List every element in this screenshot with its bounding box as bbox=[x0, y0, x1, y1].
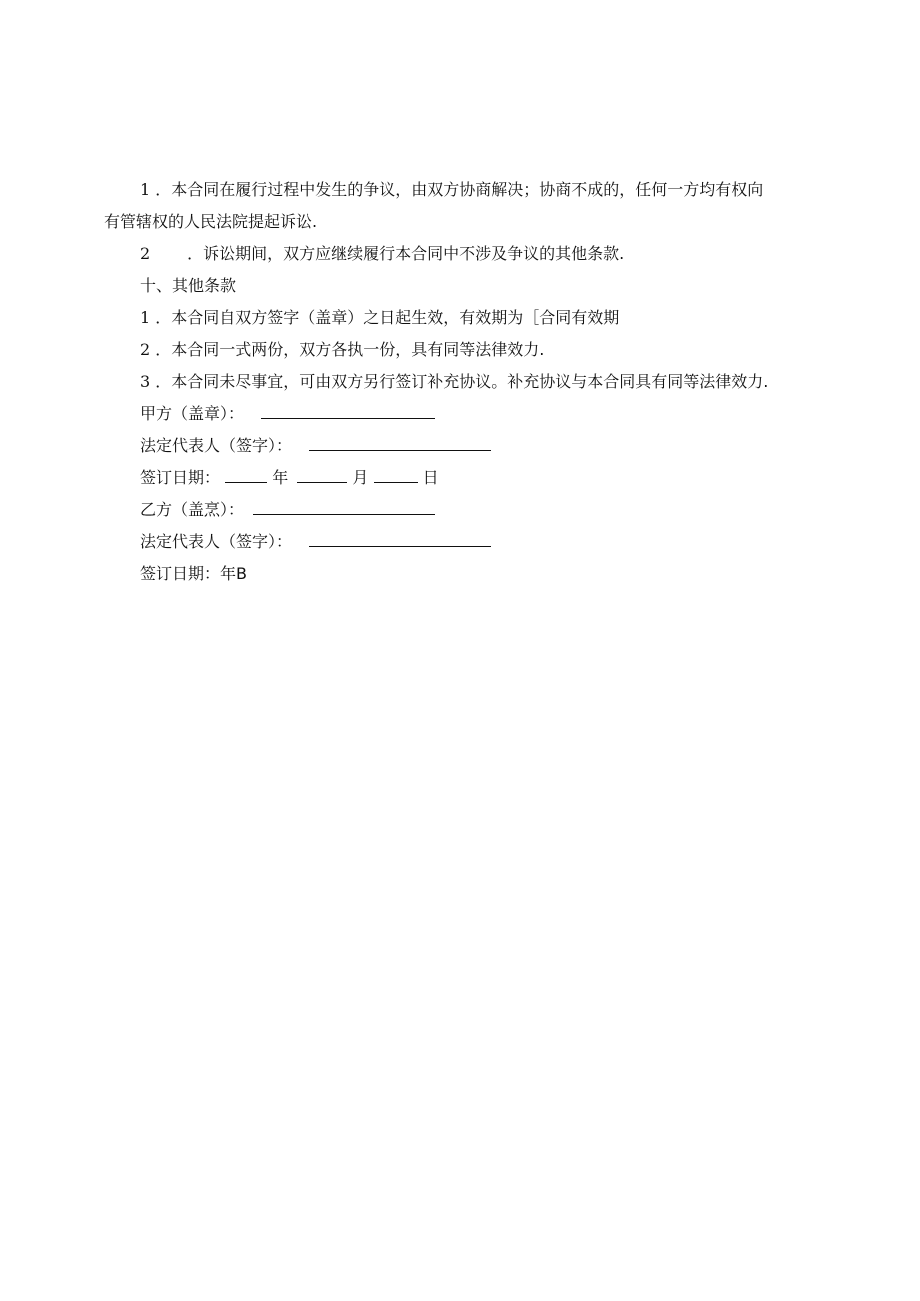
section-heading-other-clauses bbox=[140, 276, 852, 296]
section-heading: 十、其他条款 bbox=[140, 276, 237, 295]
item-text: ．诉讼期间，双方应继续履行本合同中不涉及争议的其他条款. bbox=[187, 244, 625, 263]
dispute-item-1-line-2 bbox=[104, 212, 816, 232]
party-a-seal-blank bbox=[261, 404, 435, 419]
party-a-seal-line bbox=[140, 404, 852, 424]
date-a-label: 签订日期： bbox=[140, 468, 221, 487]
day-blank bbox=[374, 468, 418, 483]
year-blank bbox=[225, 468, 267, 483]
item-text: ．本合同在履行过程中发生的争议，由双方协商解决；协商不成的，任何一方均有权向 bbox=[155, 180, 764, 199]
year-label: 年 bbox=[272, 468, 289, 487]
party-b-seal-blank bbox=[253, 500, 435, 515]
party-a-label: 甲方（盖章）： bbox=[140, 404, 245, 423]
day-label: 日 bbox=[422, 468, 439, 487]
rep-b-sign-blank bbox=[309, 532, 491, 547]
item-number: 2 bbox=[140, 244, 151, 263]
rep-b-label: 法定代表人（签字）： bbox=[140, 532, 293, 551]
month-blank bbox=[297, 468, 347, 483]
other-item-3 bbox=[140, 372, 820, 392]
item-text: ．本合同未尽事宜，可由双方另行签订补充协议。补充协议与本合同具有同等法律效力. bbox=[155, 372, 769, 391]
item-number: 1 bbox=[140, 180, 151, 199]
rep-a-sign-line bbox=[140, 436, 852, 456]
party-b-seal-line bbox=[140, 500, 852, 520]
item-text-continued: 有管辖权的人民法院提起诉讼. bbox=[104, 212, 318, 231]
party-b-label: 乙方（盖烹）： bbox=[140, 500, 245, 519]
date-a-line bbox=[140, 468, 852, 488]
dispute-item-1-line-1 bbox=[140, 180, 852, 200]
rep-b-sign-line bbox=[140, 532, 852, 552]
other-item-1 bbox=[140, 308, 852, 328]
month-label: 月 bbox=[352, 468, 369, 487]
date-b-text: 签订日期：年B bbox=[140, 564, 247, 583]
other-item-2 bbox=[140, 340, 852, 360]
rep-a-label: 法定代表人（签字）： bbox=[140, 436, 293, 455]
rep-a-sign-blank bbox=[309, 436, 491, 451]
date-b-line bbox=[140, 564, 852, 584]
item-number: 3 bbox=[140, 372, 151, 391]
dispute-item-2 bbox=[140, 244, 852, 264]
item-text: ．本合同自双方签字（盖章）之日起生效，有效期为［合同有效期 bbox=[155, 308, 620, 327]
item-number: 1 bbox=[140, 308, 151, 327]
item-number: 2 bbox=[140, 340, 151, 359]
item-text: ．本合同一式两份，双方各执一份，具有同等法律效力. bbox=[155, 340, 545, 359]
